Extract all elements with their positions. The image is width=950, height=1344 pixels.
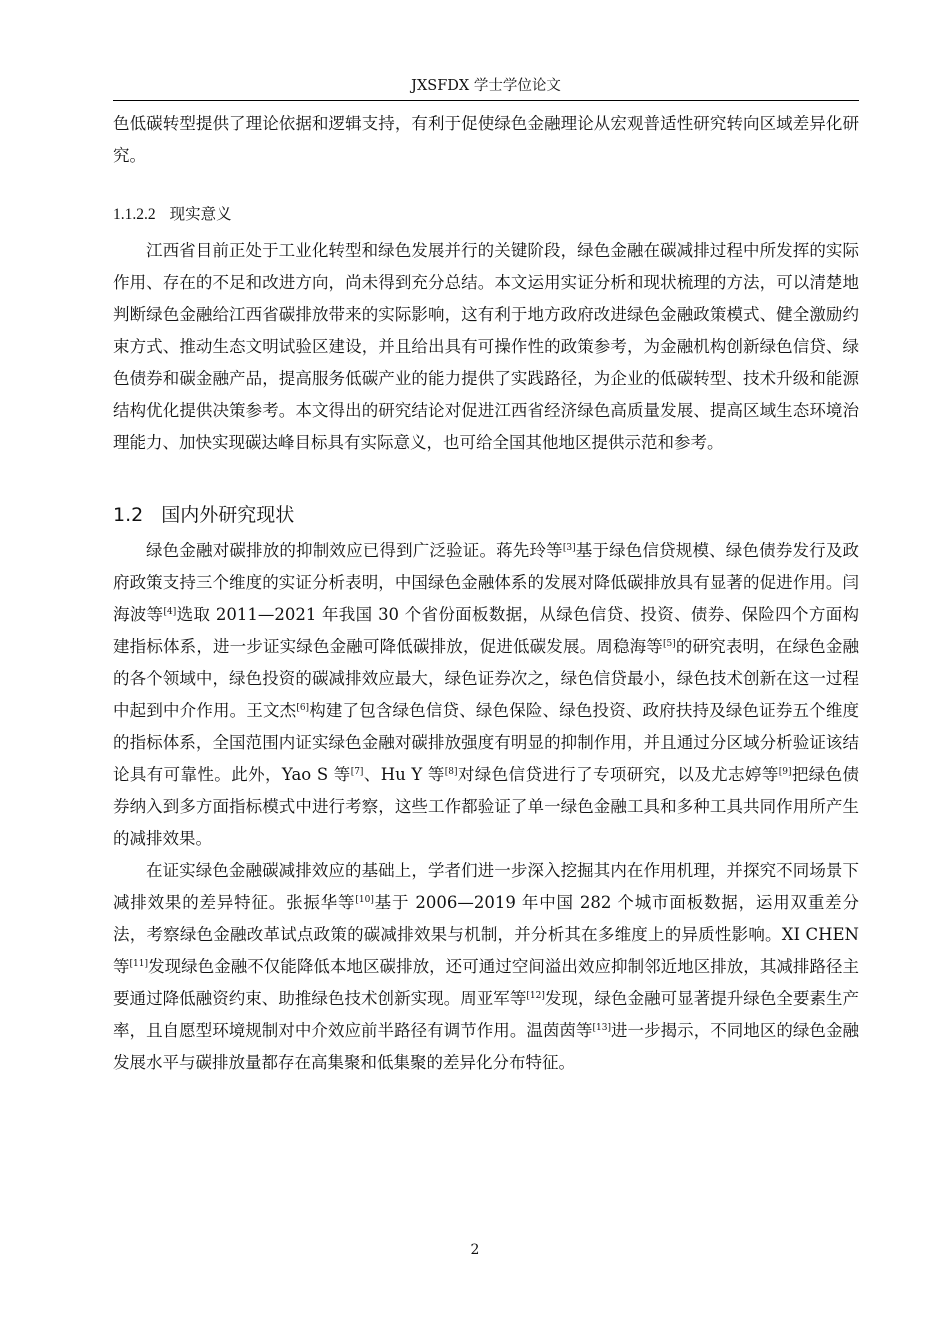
text-run: 对绿色信贷进行了专项研究，以及尤志婷等 <box>457 765 779 784</box>
text-run: 发现，绿色金融可显著提升绿色全要素生产率，且自愿型环境规制对中介效应前半路径有调节作用。温茵茵等 <box>113 989 860 1040</box>
text-run: 基于绿色信贷规模、绿色债券发行及政府政策支持三个维度的实证分析表明，中国绿色金融体系的发展对降低碳排放具有显著的促进作用。闫海波等 <box>113 541 860 624</box>
text-run: 构建了包含绿色信贷、绿色保险、绿色投资、政府扶持及绿色证券五个维度的指标体系，全国范围内证实绿色金融对碳排放强度有明显的抑制作用，并且通过分区域分析验证该结论具有可靠性。此外，Yao S 等 <box>113 701 860 784</box>
citation-ref: [5] <box>662 639 676 649</box>
citation-ref: [10] <box>355 895 374 905</box>
text-run: 、Hu Y 等 <box>363 765 445 784</box>
text-run: 绿色金融对碳排放的抑制效应已得到广泛验证。蒋先玲等 <box>146 541 563 560</box>
citation-ref: [13] <box>592 1023 611 1033</box>
text-run: 的研究表明，在绿色金融的各个领域中，绿色投资的碳减排效应最大，绿色证券次之，绿色信贷最小，绿色技术创新在这一过程中起到中介作用。王文杰 <box>113 637 860 720</box>
section-heading-research-status <box>113 499 859 531</box>
text-run: 基于 2006—2019 年中国 282 个城市面板数据，运用双重差分法，考察绿色金融改革试点政策的碳减排效果与机制，并分析其在多维度上的异质性影响。XI CHEN 等 <box>113 893 859 976</box>
citation-ref: [9] <box>778 767 792 777</box>
subsection-title: 现实意义 <box>169 205 232 223</box>
subsection-number: 1.1.2.2 <box>113 206 156 223</box>
paragraph-practical-significance: 江西省目前正处于工业化转型和绿色发展并行的关键阶段，绿色金融在碳减排过程中所发挥的实际作用、存在的不足和改进方向，尚未得到充分总结。本文运用实证分析和现状梳理的方法，可以清楚地判断绿色金融给江西省碳排放带来的实际影响，这有利于地方政府改进绿色金融政策模式、健全激励约束方式、推动生态文明试验区建设，并且给出具有可操作性的政策参考，为金融机构创新绿色信贷、绿色债券和碳金融产品，提高服务低碳产业的能力提供了实践路径，为企业的低碳转型、技术升级和能源结构优化提供决策参考。本文得出的研究结论对促进江西省经济绿色高质量发展、提高区域生态环境治理能力、加快实现碳达峰目标具有实际意义，也可给全国其他地区提供示范和参考。 <box>113 241 859 452</box>
citation-ref: [4] <box>163 607 177 617</box>
text-run: 在证实绿色金融碳减排效应的基础上，学者们进一步深入挖掘其内在作用机理，并探究不同场景下减排效果的差异特征。张振华等 <box>113 861 859 912</box>
citation-ref: [8] <box>444 767 458 777</box>
text-run: 把绿色债券纳入到多方面指标模式中进行考察，这些工作都验证了单一绿色金融工具和多种工具共同作用所产生的减排效果。 <box>113 765 860 848</box>
citation-ref: [3] <box>562 543 576 553</box>
citation-ref: [6] <box>296 703 310 713</box>
citation-ref: [7] <box>350 767 364 777</box>
paragraph-carbon-suppression-effect <box>113 535 859 855</box>
text-run: 选取 2011—2021 年我国 30 个省份面板数据，从绿色信贷、投资、债券、保险四个方面构建指标体系，进一步证实绿色金融可降低碳排放，促进低碳发展。周稳海等 <box>113 605 859 656</box>
subsection-heading-practical-significance <box>113 200 859 229</box>
paragraph-mechanism-research <box>113 855 859 1079</box>
running-header: JXSFDX 学士学位论文 <box>113 76 859 101</box>
citation-ref: [11] <box>129 959 149 969</box>
page-number: 2 <box>470 1242 480 1258</box>
paragraph-intro-continuation: 色低碳转型提供了理论依据和逻辑支持，有利于促使绿色金融理论从宏观普适性研究转向区域差异化研究。 <box>113 114 859 165</box>
section-number: 1.2 <box>113 504 144 526</box>
citation-ref: [12] <box>526 991 545 1001</box>
text-run: 进一步揭示，不同地区的绿色金融发展水平与碳排放量都存在高集聚和低集聚的差异化分布特征。 <box>113 1021 860 1072</box>
page-content <box>113 108 859 1079</box>
text-run: 发现绿色金融不仅能降低本地区碳排放，还可通过空间溢出效应抑制邻近地区排放，其减排路径主要通过降低融资约束、助推绿色技术创新实现。周亚军等 <box>113 957 860 1008</box>
section-title: 国内外研究现状 <box>161 504 295 526</box>
